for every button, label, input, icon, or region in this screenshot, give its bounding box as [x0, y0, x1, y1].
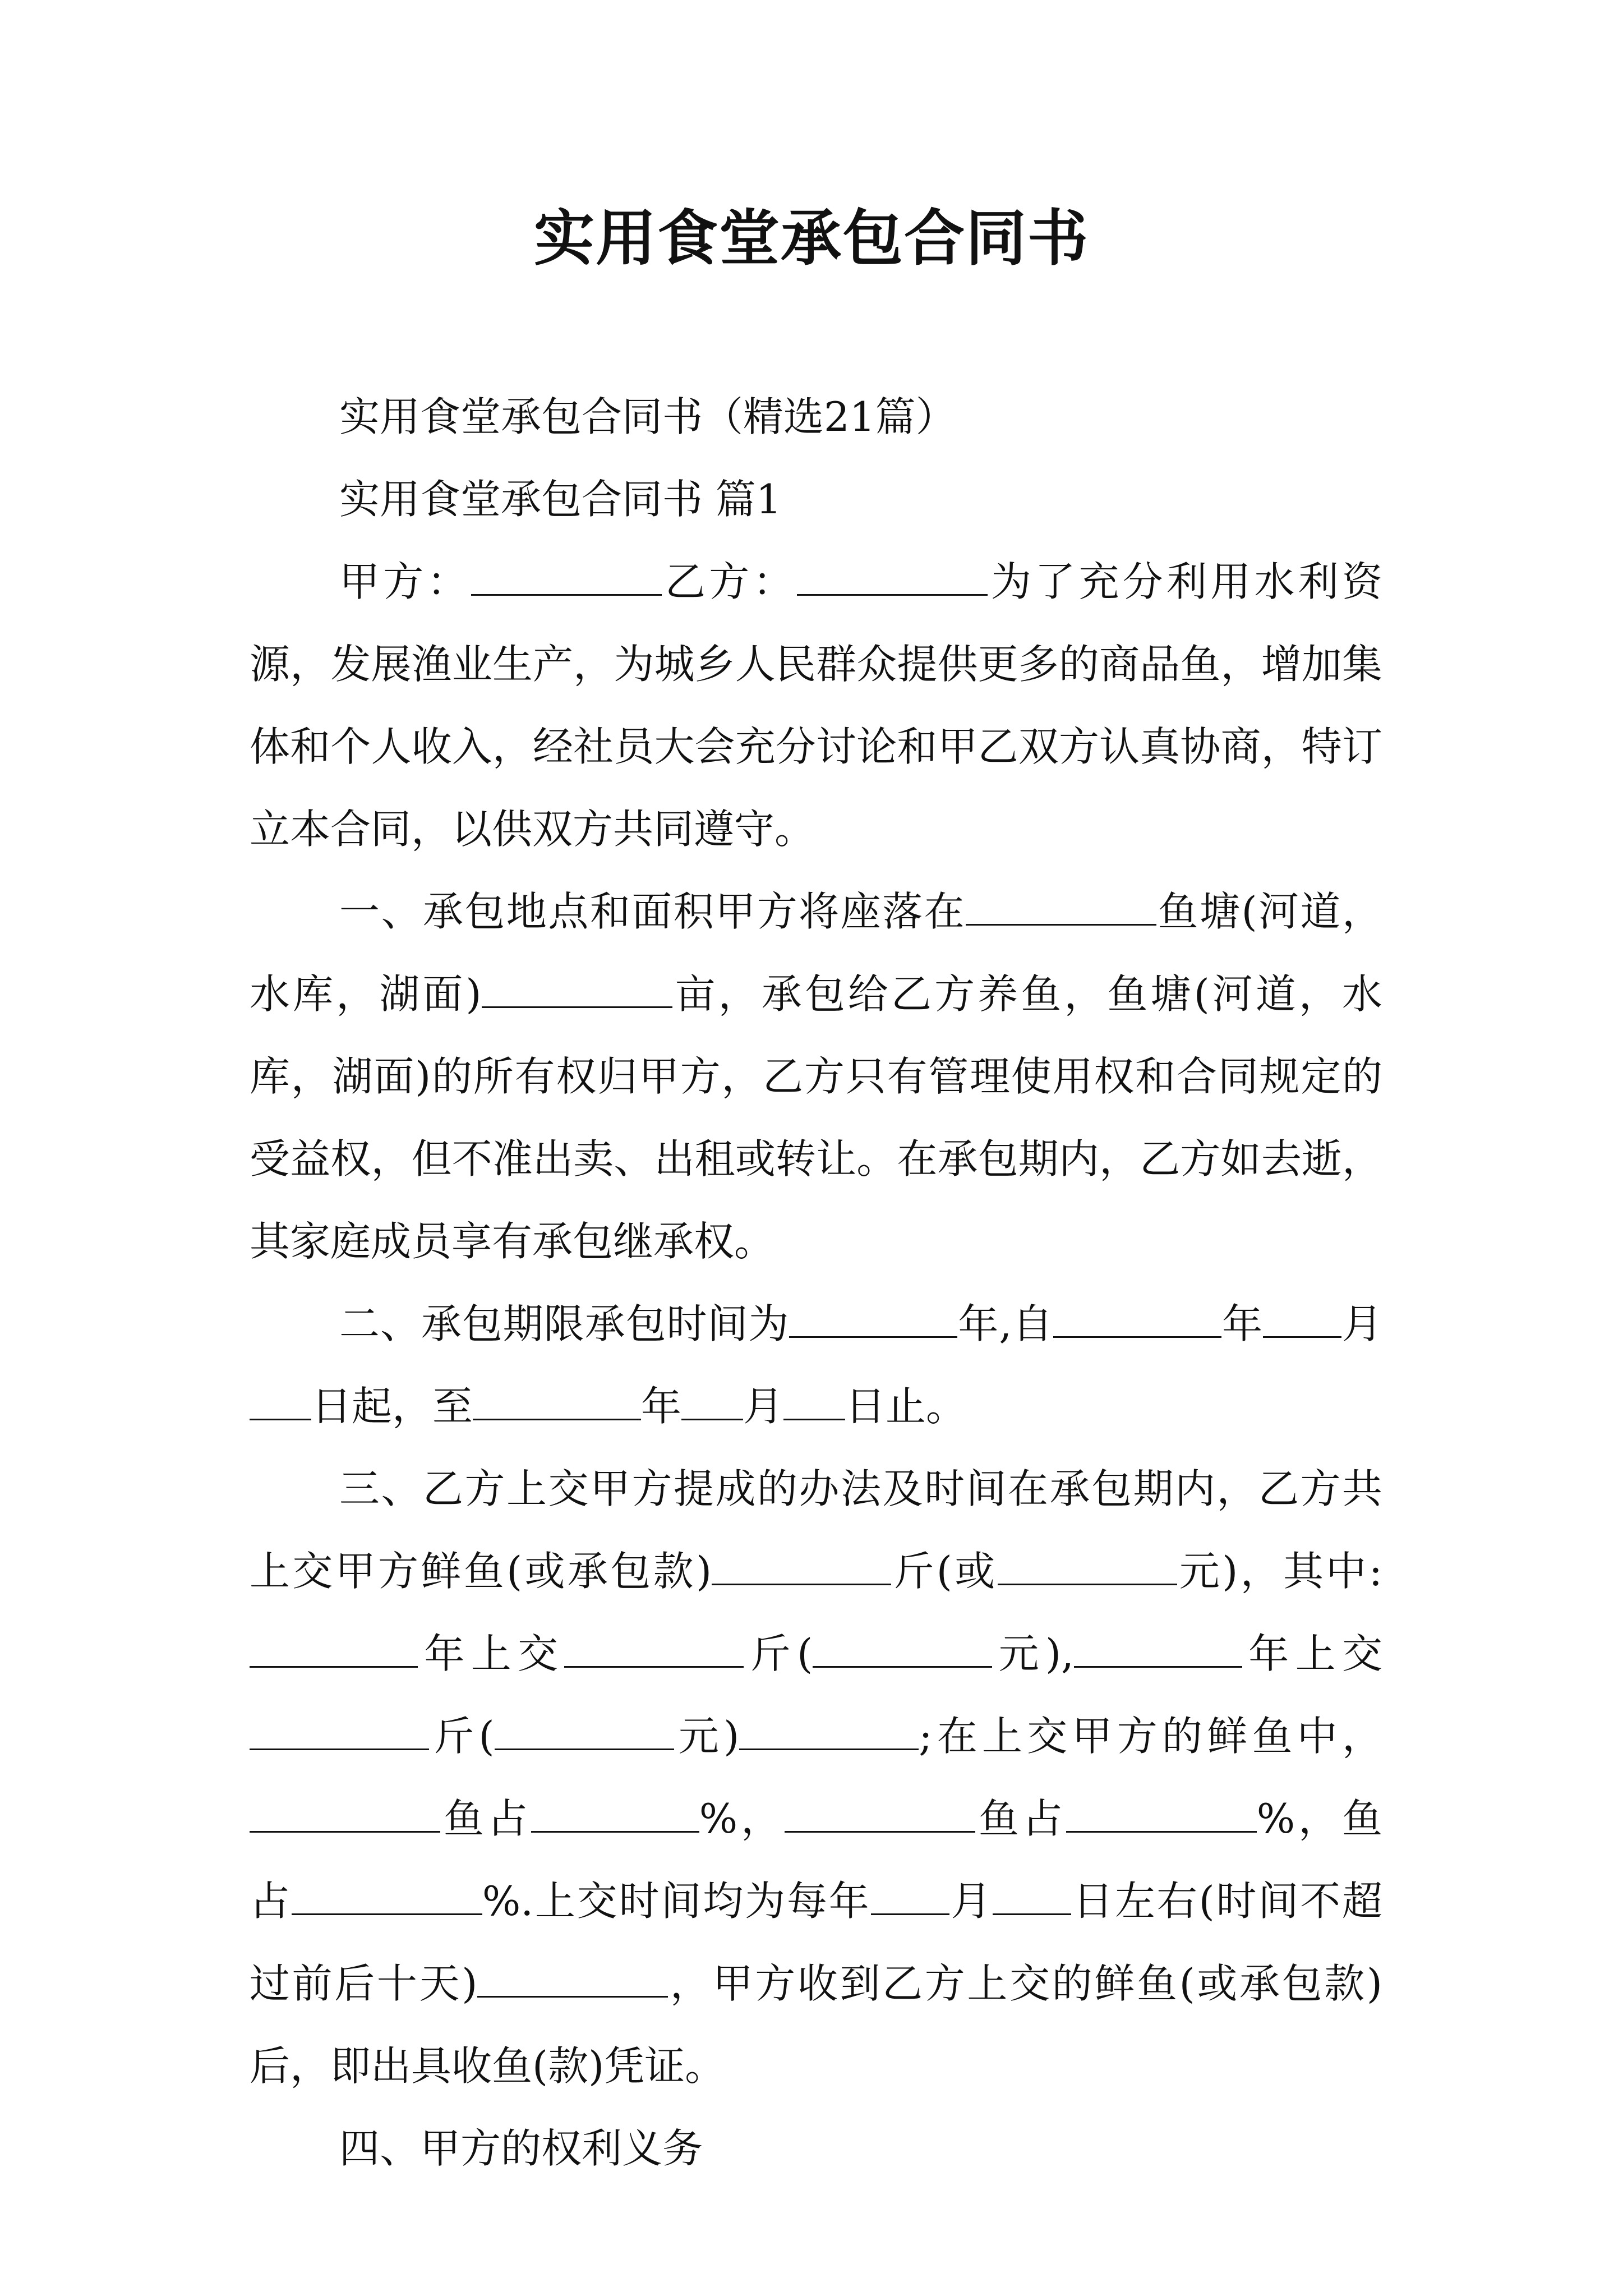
paragraph-section-2 [250, 1283, 1382, 1448]
section-3-text: 日左右(时间不超过前后十天) [250, 1878, 1382, 2007]
section-2-text: 年 [1221, 1300, 1264, 1347]
section-3-text: 元)，其中: [1177, 1548, 1382, 1595]
fill-blank[interactable] [250, 1628, 418, 1668]
fill-blank[interactable] [292, 1875, 482, 1915]
section-3-text: 斤( [429, 1713, 495, 1760]
section-3-text: 年上交 [1242, 1630, 1382, 1677]
fill-blank[interactable] [1074, 1628, 1242, 1668]
section-3-text: 斤(或 [891, 1548, 998, 1595]
party-b-label: 乙方： [661, 558, 797, 605]
party-a-label: 甲方： [339, 558, 471, 605]
fill-blank[interactable] [966, 886, 1156, 926]
section-2-text: 月 [743, 1383, 784, 1430]
section-3-text: 鱼占 [975, 1795, 1066, 1842]
fill-blank[interactable] [250, 1793, 440, 1833]
section-3-text: %，鱼占 [250, 1795, 1382, 1925]
document-body [250, 376, 1382, 2190]
fill-blank[interactable] [681, 1381, 743, 1420]
section-3-text: 年上交 [418, 1630, 565, 1677]
section-3-text: 斤( [744, 1630, 813, 1677]
fill-blank[interactable] [789, 1298, 957, 1338]
fill-blank[interactable] [993, 1875, 1071, 1915]
section-2-text: 日起，至 [311, 1383, 473, 1430]
subtitle-line: 实用食堂承包合同书（精选21篇） [339, 393, 956, 440]
section-3-text: 三、乙方上交甲方提成的办法及时间在承包期内，乙方共上交甲方鲜鱼(或承包款) [250, 1465, 1382, 1595]
fill-blank[interactable] [250, 1710, 429, 1750]
fill-blank[interactable] [783, 1381, 845, 1420]
section-3-text: 元), [992, 1630, 1074, 1677]
section-3-text: ，甲方收到乙方上交的鲜鱼(或承包款)后，即出具收鱼(款)凭证。 [250, 1960, 1382, 2090]
section-3-text: 鱼占 [440, 1795, 531, 1842]
section-2-text: 月 [1341, 1300, 1382, 1347]
section-2-text: 年,自 [957, 1300, 1054, 1347]
paragraph-section-1 [250, 871, 1382, 1283]
fill-blank[interactable] [471, 556, 662, 596]
fill-blank[interactable] [785, 1793, 975, 1833]
section-1-text: 亩，承包给乙方养鱼，鱼塘(河道，水库，湖面)的所有权归甲方，乙方只有管理使用权和合同规定的受益权，但不准出卖、出租或转让。在承包期内，乙方如去逝，其家庭成员享有承包继承权。 [250, 970, 1383, 1265]
section-3-text: %， [699, 1795, 785, 1842]
fill-blank[interactable] [813, 1628, 992, 1668]
fill-blank[interactable] [250, 1381, 311, 1420]
section-3-text: %.上交时间均为每年 [482, 1878, 871, 1925]
fill-blank[interactable] [531, 1793, 699, 1833]
fill-blank[interactable] [1053, 1298, 1221, 1338]
fill-blank[interactable] [564, 1628, 744, 1668]
section-3-text: 元) [674, 1713, 740, 1760]
fill-blank[interactable] [477, 1958, 668, 1998]
fill-blank[interactable] [473, 1381, 641, 1420]
parties-text: 为了充分利用水利资源，发展渔业生产，为城乡人民群众提供更多的商品鱼，增加集体和个人收入，经社员大会充分讨论和甲乙双方认真协商，特订立本合同，以供双方共同遵守。 [250, 558, 1382, 853]
section-4-heading: 四、甲方的权利义务 [339, 2125, 703, 2172]
paragraph-parties [250, 541, 1382, 871]
fill-blank[interactable] [712, 1545, 891, 1585]
fill-blank[interactable] [739, 1710, 919, 1750]
section-1-text: 一、承包地点和面积甲方将座落在 [339, 888, 966, 935]
section-2-text: 日止。 [845, 1383, 967, 1430]
fill-blank[interactable] [1066, 1793, 1257, 1833]
fill-blank[interactable] [1263, 1298, 1341, 1338]
fill-blank[interactable] [797, 556, 988, 596]
section-1-text: 鱼塘(河道，水库，湖面) [250, 888, 1382, 1018]
document-title: 实用食堂承包合同书 [533, 203, 1089, 274]
paragraph-section-3 [250, 1448, 1382, 2108]
section-3-text: ;在上交甲方的鲜鱼中， [919, 1713, 1383, 1760]
section-2-text: 年 [641, 1383, 682, 1430]
section-3-text: 月 [949, 1878, 993, 1925]
fill-blank[interactable] [871, 1875, 949, 1915]
fill-blank[interactable] [482, 968, 672, 1008]
fill-blank[interactable] [998, 1545, 1177, 1585]
fill-blank[interactable] [495, 1710, 674, 1750]
chapter-heading: 实用食堂承包合同书 篇1 [339, 476, 782, 523]
section-2-text: 二、承包期限承包时间为 [339, 1300, 790, 1347]
